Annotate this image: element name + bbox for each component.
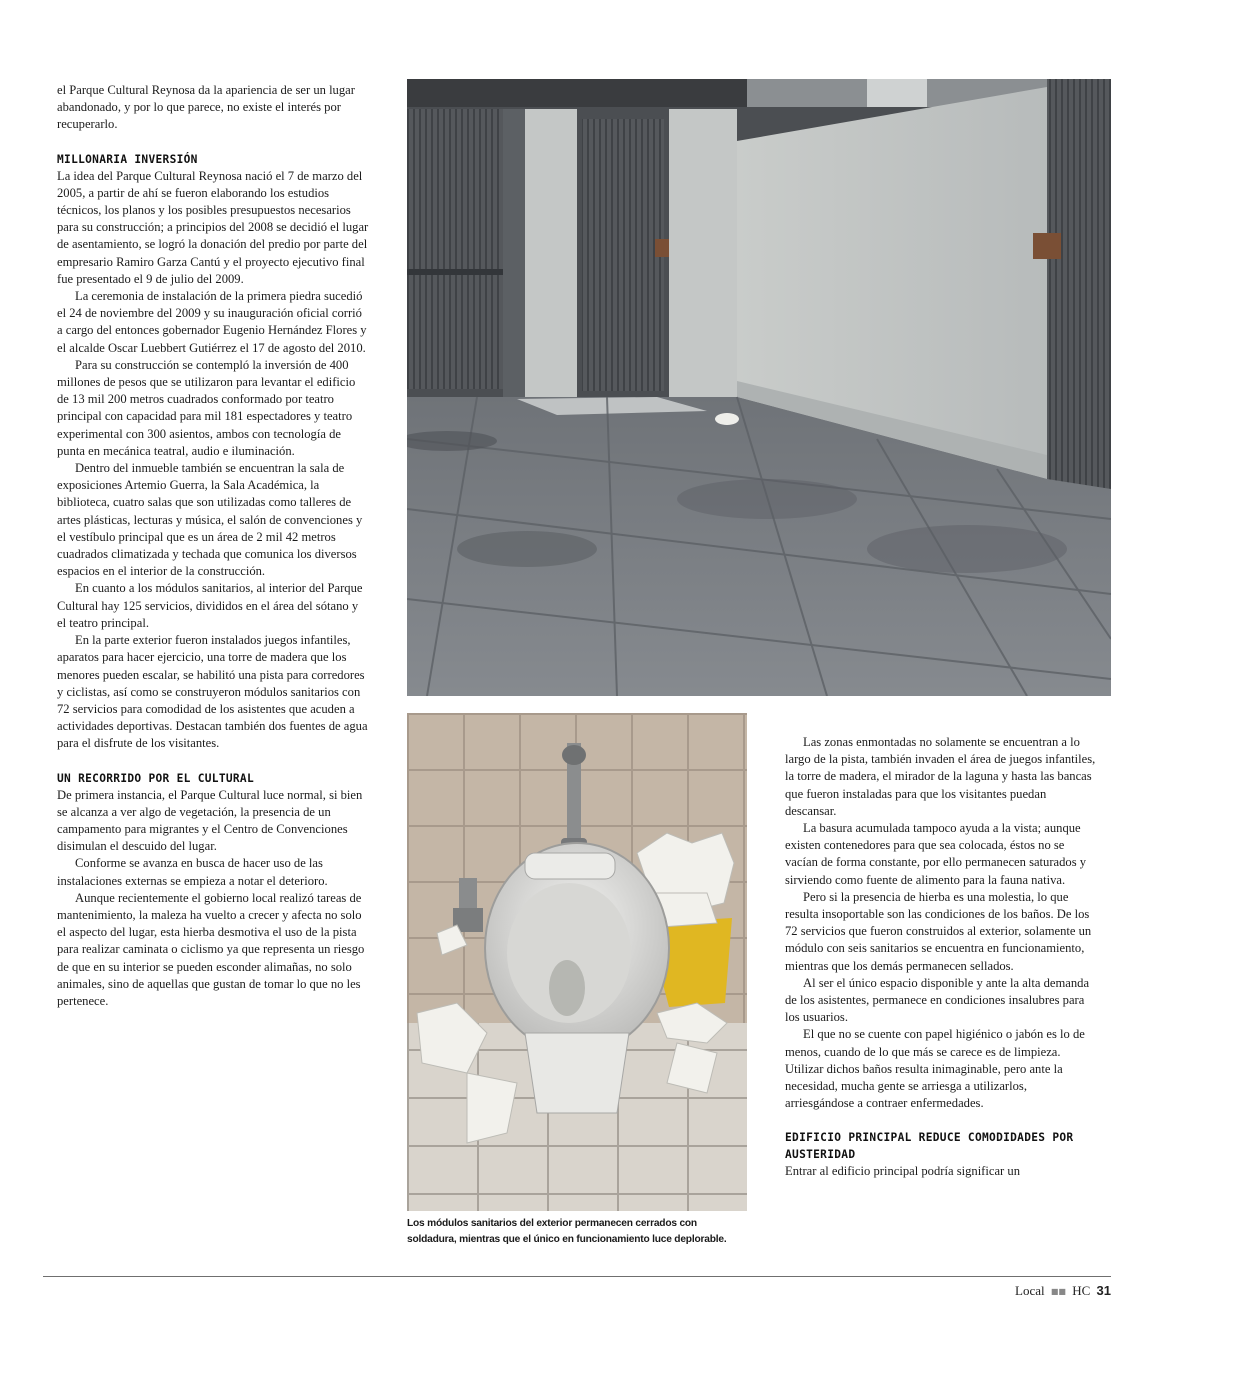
publication-name: HC bbox=[1072, 1283, 1091, 1298]
paragraph: De primera instancia, el Parque Cultural luce normal, si bien se alcanza a ver algo de vegetación, la presencia de un campamento para migrantes y el Centro de Convenciones disimulan el descuido del lugar. bbox=[57, 787, 363, 854]
toilet-illustration bbox=[407, 713, 747, 1211]
left-article-column bbox=[57, 82, 369, 1010]
paragraph: Aunque recientemente el gobierno local realizó tareas de mantenimiento, la maleza ha vuelto a crecer y afecta no solo el aspecto del lugar, esta hierba desmotiva el uso de la pista para realizar caminata o ciclismo ya que representa un riesgo de que en su interior se pueden esconder alimañas, no solo animales, sino de aquellas que gustan de tomar lo que no les pertenece. bbox=[57, 890, 365, 1008]
paragraph: el Parque Cultural Reynosa da la apariencia de ser un lugar abandonado, y por lo que parece, no existe el interés por recuperarlo. bbox=[57, 83, 355, 132]
paragraph: En la parte exterior fueron instalados juegos infantiles, aparatos para hacer ejercicio, una torre de madera que los menores pueden escalar, se habilitó una pista para corredores y ciclistas, así como se construyeron módulos sanitarios con 72 servicios para comodidad de los asistentes que acuden a actividades deportivas. Destacan también dos fuentes de agua para el disfrute de los visitantes. bbox=[57, 633, 368, 751]
paragraph: En cuanto a los módulos sanitarios, al interior del Parque Cultural hay 125 servicios, divididos en el área del sótano y el teatro principal. bbox=[57, 581, 363, 630]
photo-dirty-toilet bbox=[407, 713, 747, 1211]
paragraph: La idea del Parque Cultural Reynosa nació el 7 de marzo del 2005, a partir de ahí se fueron elaborando los estudios técnicos, los planos y los posibles presupuestos necesarios para su construcción; a principios del 2008 se decidió el lugar de asentamiento, se logró la donación del predio por parte del empresario Ramiro Garza Cantú y el proyecto ejecutivo final fue presentado el 9 de julio del 2009. bbox=[57, 168, 369, 286]
right-article-column bbox=[785, 734, 1097, 1181]
page-folio bbox=[1015, 1283, 1111, 1299]
section-name: Local bbox=[1015, 1283, 1045, 1298]
photo-caption: Los módulos sanitarios del exterior permanecen cerrados con soldadura, mientras que el único en funcionamiento luce deplorable. bbox=[407, 1218, 727, 1245]
paragraph: Para su construcción se contempló la inversión de 400 millones de pesos que se utilizaron para levantar el edificio de 13 mil 200 metros cuadrados conformado por teatro principal con capacidad para mil 181 espectadores y teatro experimental con 300 asientos, ambos con tecnología de punta en mecánica teatral, audio e iluminación. bbox=[57, 357, 356, 458]
section-heading: MILLONARIA INVERSIÓN bbox=[57, 152, 198, 166]
section-heading: UN RECORRIDO POR EL CULTURAL bbox=[57, 771, 254, 785]
paragraph: Conforme se avanza en busca de hacer uso de las instalaciones externas se empieza a notar el deterioro. bbox=[57, 856, 328, 888]
photo-restroom-corridor bbox=[407, 79, 1111, 696]
paragraph: Al ser el único espacio disponible y ante la alta demanda de los asistentes, permanece en condiciones insalubres para los usuarios. bbox=[785, 975, 1090, 1025]
paragraph: Pero si la presencia de hierba es una molestia, lo que resulta insoportable son las condiciones de los baños. De los 72 servicios que fueron construidos al exterior, solamente un módulo con seis sanitarios se encuentra en funcionamiento, mientras que los demás permanecen sellados. bbox=[785, 889, 1092, 973]
paragraph: La ceremonia de instalación de la primera piedra sucedió el 24 de noviembre del 2009 y su inauguración oficial corrió a cargo del entonces gobernador Eugenio Hernández Flores y el alcalde Oscar Luebbert Gutiérrez el 17 de agosto del 2010. bbox=[57, 289, 367, 355]
folio-separator: ■■ bbox=[1050, 1287, 1066, 1296]
paragraph: La basura acumulada tampoco ayuda a la vista; aunque existen contenedores para que sea colocada, éstos no se vacían de forma constante, por ello permanecen saturados y sirviendo como fuente de alimento para la fauna nativa. bbox=[785, 821, 1087, 887]
paragraph: El que no se cuente con papel higiénico o jabón es lo de menos, cuando de lo que más se carece es de limpieza. Utilizar dichos baños resulta inimaginable, pero ante la necesidad, mucha gente se arriesga a utilizarlos, arriesgándose a contraer enfermedades. bbox=[785, 1027, 1085, 1111]
corridor-illustration bbox=[407, 79, 1111, 696]
paragraph: Entrar al edificio principal podría significar un bbox=[785, 1164, 1020, 1179]
paragraph: Las zonas enmontadas no solamente se encuentran a lo largo de la pista, también invaden el área de juegos infantiles, la torre de madera, el mirador de la laguna y hasta las bancas que fueron instaladas para que los visitantes puedan descansar. bbox=[785, 735, 1096, 818]
paragraph: Dentro del inmueble también se encuentran la sala de exposiciones Artemio Guerra, la Sala Académica, la biblioteca, cuatro salas que son utilizadas como talleres de artes plásticas, lecturas y música, el salón de convenciones y el vestíbulo principal que es un área de 2 mil 42 metros cuadrados climatizada y techada que comunica los diversos espacios en el interior de la construcción. bbox=[57, 461, 363, 579]
footer-rule bbox=[43, 1276, 1111, 1277]
page-number: 31 bbox=[1096, 1283, 1111, 1298]
section-heading: EDIFICIO PRINCIPAL REDUCE COMODIDADES POR AUSTERIDAD bbox=[785, 1131, 1074, 1162]
